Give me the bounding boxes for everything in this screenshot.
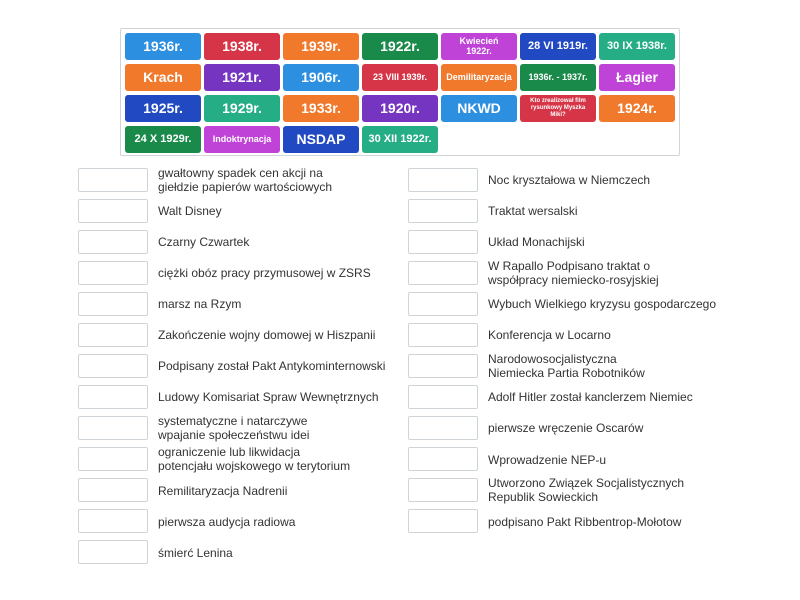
prompt-label: podpisano Pakt Ribbentrop-Mołotow	[488, 515, 682, 529]
drop-slot[interactable]	[408, 199, 478, 223]
drop-slot[interactable]	[78, 168, 148, 192]
answer-tile[interactable]: 1922r.	[362, 33, 438, 60]
drop-slot[interactable]	[408, 230, 478, 254]
prompt-label: Zakończenie wojny domowej w Hiszpanii	[158, 328, 376, 342]
prompt-label: Wybuch Wielkiego kryzysu gospodarczego	[488, 297, 716, 311]
prompt-label: Układ Monachijski	[488, 235, 585, 249]
answer-tile[interactable]: 30 IX 1938r.	[599, 33, 675, 60]
drop-slot[interactable]	[78, 199, 148, 223]
prompt-label: Narodowosocjalistyczna Niemiecka Partia Robotników	[488, 352, 645, 380]
prompt-label: Podpisany został Pakt Antykominternowski	[158, 359, 386, 373]
drop-slot[interactable]	[78, 323, 148, 347]
drop-slot[interactable]	[78, 354, 148, 378]
prompt-label: Remilitaryzacja Nadrenii	[158, 484, 288, 498]
prompt-label: marsz na Rzym	[158, 297, 242, 311]
prompt-label: ograniczenie lub likwidacja potencjału wojskowego w terytorium	[158, 445, 351, 473]
drop-slot[interactable]	[78, 230, 148, 254]
prompt-label: śmierć Lenina	[158, 546, 233, 560]
prompt-label: Utworzono Związek Socjalistycznych Republik Sowieckich	[488, 476, 685, 504]
drop-slot[interactable]	[78, 261, 148, 285]
prompt-label: Ludowy Komisariat Spraw Wewnętrznych	[158, 390, 379, 404]
answer-tile[interactable]: 28 VI 1919r.	[520, 33, 596, 60]
answer-tile-bank	[120, 28, 680, 156]
prompt-label: gwałtowny spadek cen akcji na giełdzie papierów wartościowych	[158, 166, 333, 194]
answer-tile[interactable]: 1933r.	[283, 95, 359, 122]
prompt-label: pierwsza audycja radiowa	[158, 515, 296, 529]
prompt-label: systematyczne i natarczywe wpajanie społeczeństwu idei	[158, 414, 310, 442]
drop-slot[interactable]	[408, 292, 478, 316]
answer-tile[interactable]: 1925r.	[125, 95, 201, 122]
prompt-label: Adolf Hitler został kanclerzem Niemiec	[488, 390, 693, 404]
answer-tile[interactable]: Demilitaryzacja	[441, 64, 517, 91]
answer-tile[interactable]: NSDAP	[283, 126, 359, 153]
answer-tile[interactable]: Łagier	[599, 64, 675, 91]
answer-tile[interactable]: 1906r.	[283, 64, 359, 91]
answer-tile[interactable]: Indoktrynacja	[204, 126, 280, 153]
answer-tile[interactable]: 1929r.	[204, 95, 280, 122]
prompt-label: Konferencja w Locarno	[488, 328, 611, 342]
answer-tile[interactable]: 1936r. - 1937r.	[520, 64, 596, 91]
prompt-label: Noc kryształowa w Niemczech	[488, 173, 651, 187]
drop-slot[interactable]	[408, 168, 478, 192]
drop-slot[interactable]	[408, 478, 478, 502]
answer-tile[interactable]: Kwiecień 1922r.	[441, 33, 517, 60]
prompt-label: Traktat wersalski	[488, 204, 578, 218]
answer-tile[interactable]: 30 XII 1922r.	[362, 126, 438, 153]
drop-slot[interactable]	[408, 354, 478, 378]
prompt-label: W Rapallo Podpisano traktat o współpracy niemiecko-rosyjskiej	[488, 259, 659, 287]
drop-slot[interactable]	[78, 478, 148, 502]
drop-slot[interactable]	[78, 416, 148, 440]
answer-tile[interactable]: 1939r.	[283, 33, 359, 60]
answer-tile[interactable]: NKWD	[441, 95, 517, 122]
answer-tile[interactable]: 23 VIII 1939r.	[362, 64, 438, 91]
drop-slot[interactable]	[408, 416, 478, 440]
answer-tile[interactable]: 1920r.	[362, 95, 438, 122]
answer-tile[interactable]: 1936r.	[125, 33, 201, 60]
answer-tile[interactable]: Kto zrealizował film rysunkowy Myszka Miki?	[520, 95, 596, 122]
drop-slot[interactable]	[78, 292, 148, 316]
prompt-label: pierwsze wręczenie Oscarów	[488, 421, 644, 435]
drop-slot[interactable]	[78, 509, 148, 533]
prompt-label: Czarny Czwartek	[158, 235, 250, 249]
drop-slot[interactable]	[408, 385, 478, 409]
answer-tile[interactable]: 1921r.	[204, 64, 280, 91]
drop-slot[interactable]	[408, 447, 478, 471]
drop-slot[interactable]	[78, 385, 148, 409]
prompt-label: Wprowadzenie NEP-u	[488, 453, 607, 467]
drop-slot[interactable]	[408, 323, 478, 347]
prompt-label: ciężki obóz pracy przymusowej w ZSRS	[158, 266, 371, 280]
drop-slot[interactable]	[408, 261, 478, 285]
answer-tile[interactable]: 1924r.	[599, 95, 675, 122]
answer-tile[interactable]: 1938r.	[204, 33, 280, 60]
answer-tile[interactable]: 24 X 1929r.	[125, 126, 201, 153]
drop-slot[interactable]	[408, 509, 478, 533]
answer-tile[interactable]: Krach	[125, 64, 201, 91]
prompt-label: Walt Disney	[158, 204, 222, 218]
drop-slot[interactable]	[78, 540, 148, 564]
drop-slot[interactable]	[78, 447, 148, 471]
